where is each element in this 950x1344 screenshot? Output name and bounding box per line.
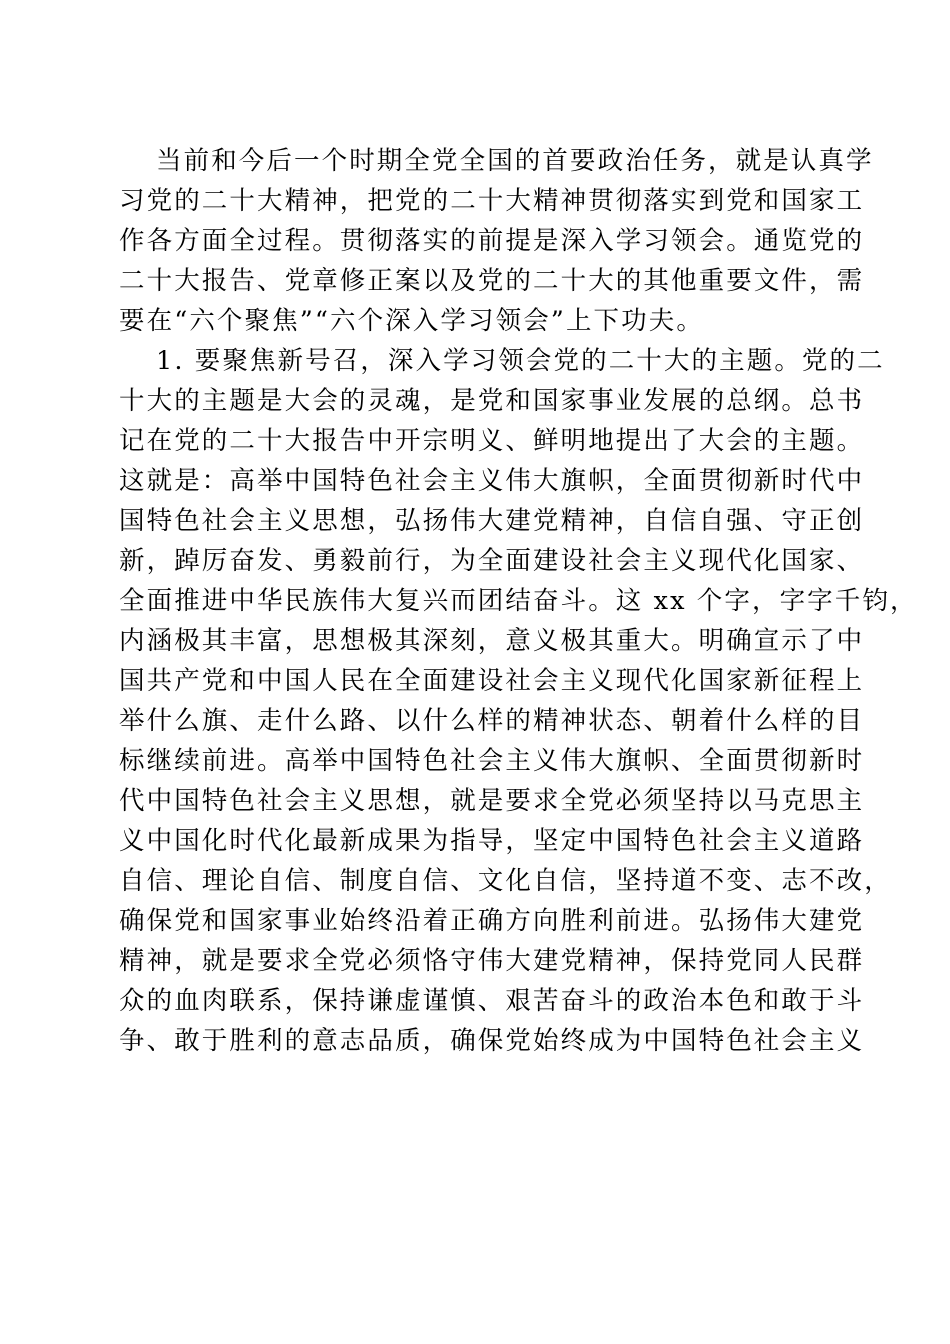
text-line: 这就是：高举中国特色社会主义伟大旗帜，全面贯彻新时代中 (119, 466, 865, 496)
document-body (119, 141, 918, 1061)
paragraph-theme (119, 341, 918, 1061)
text-line: 义中国化时代化最新成果为指导，坚定中国特色社会主义道路 (119, 826, 865, 856)
text-line: 举什么旗、走什么路、以什么样的精神状态、朝着什么样的目 (119, 706, 865, 736)
text-line: 标继续前进。高举中国特色社会主义伟大旗帜、全面贯彻新时 (119, 746, 865, 776)
text-line: 自信、理论自信、制度自信、文化自信，坚持道不变、志不改， (119, 866, 892, 896)
text-line: 十大的主题是大会的灵魂，是党和国家事业发展的总纲。总书 (119, 386, 865, 416)
text-line: 众的血肉联系，保持谦虚谨慎、艰苦奋斗的政治本色和敢于斗 (119, 986, 865, 1016)
text-line: 作各方面全过程。贯彻落实的前提是深入学习领会。通览党的 (119, 226, 865, 256)
text-line: 确保党和国家事业始终沿着正确方向胜利前进。弘扬伟大建党 (119, 906, 865, 936)
text-line: 争、敢于胜利的意志品质，确保党始终成为中国特色社会主义 (119, 1026, 865, 1056)
text-line: 记在党的二十大报告中开宗明义、鲜明地提出了大会的主题。 (119, 426, 865, 456)
text-line: 代中国特色社会主义思想，就是要求全党必须坚持以马克思主 (119, 786, 865, 816)
text-line: 精神，就是要求全党必须恪守伟大建党精神，保持党同人民群 (119, 946, 865, 976)
text-line: 国共产党和中国人民在全面建设社会主义现代化国家新征程上 (119, 666, 865, 696)
text-line: 要在“六个聚焦”“六个深入学习领会”上下功夫。 (119, 306, 704, 336)
text-line: 新，踔厉奋发、勇毅前行，为全面建设社会主义现代化国家、 (119, 546, 865, 576)
text-line: 全面推进中华民族伟大复兴而团结奋斗。这 xx 个字，字字千钧， (119, 586, 918, 616)
text-line: 二十大报告、党章修正案以及党的二十大的其他重要文件，需 (119, 266, 865, 296)
text-line: 当前和今后一个时期全党全国的首要政治任务，就是认真学 (156, 146, 874, 176)
text-line: 1. 要聚焦新号召，深入学习领会党的二十大的主题。党的二 (156, 346, 885, 376)
text-line: 国特色社会主义思想，弘扬伟大建党精神，自信自强、守正创 (119, 506, 865, 536)
text-line: 内涵极其丰富，思想极其深刻，意义极其重大。明确宣示了中 (119, 626, 865, 656)
text-line: 习党的二十大精神，把党的二十大精神贯彻落实到党和国家工 (119, 186, 865, 216)
paragraph-intro (119, 141, 874, 341)
